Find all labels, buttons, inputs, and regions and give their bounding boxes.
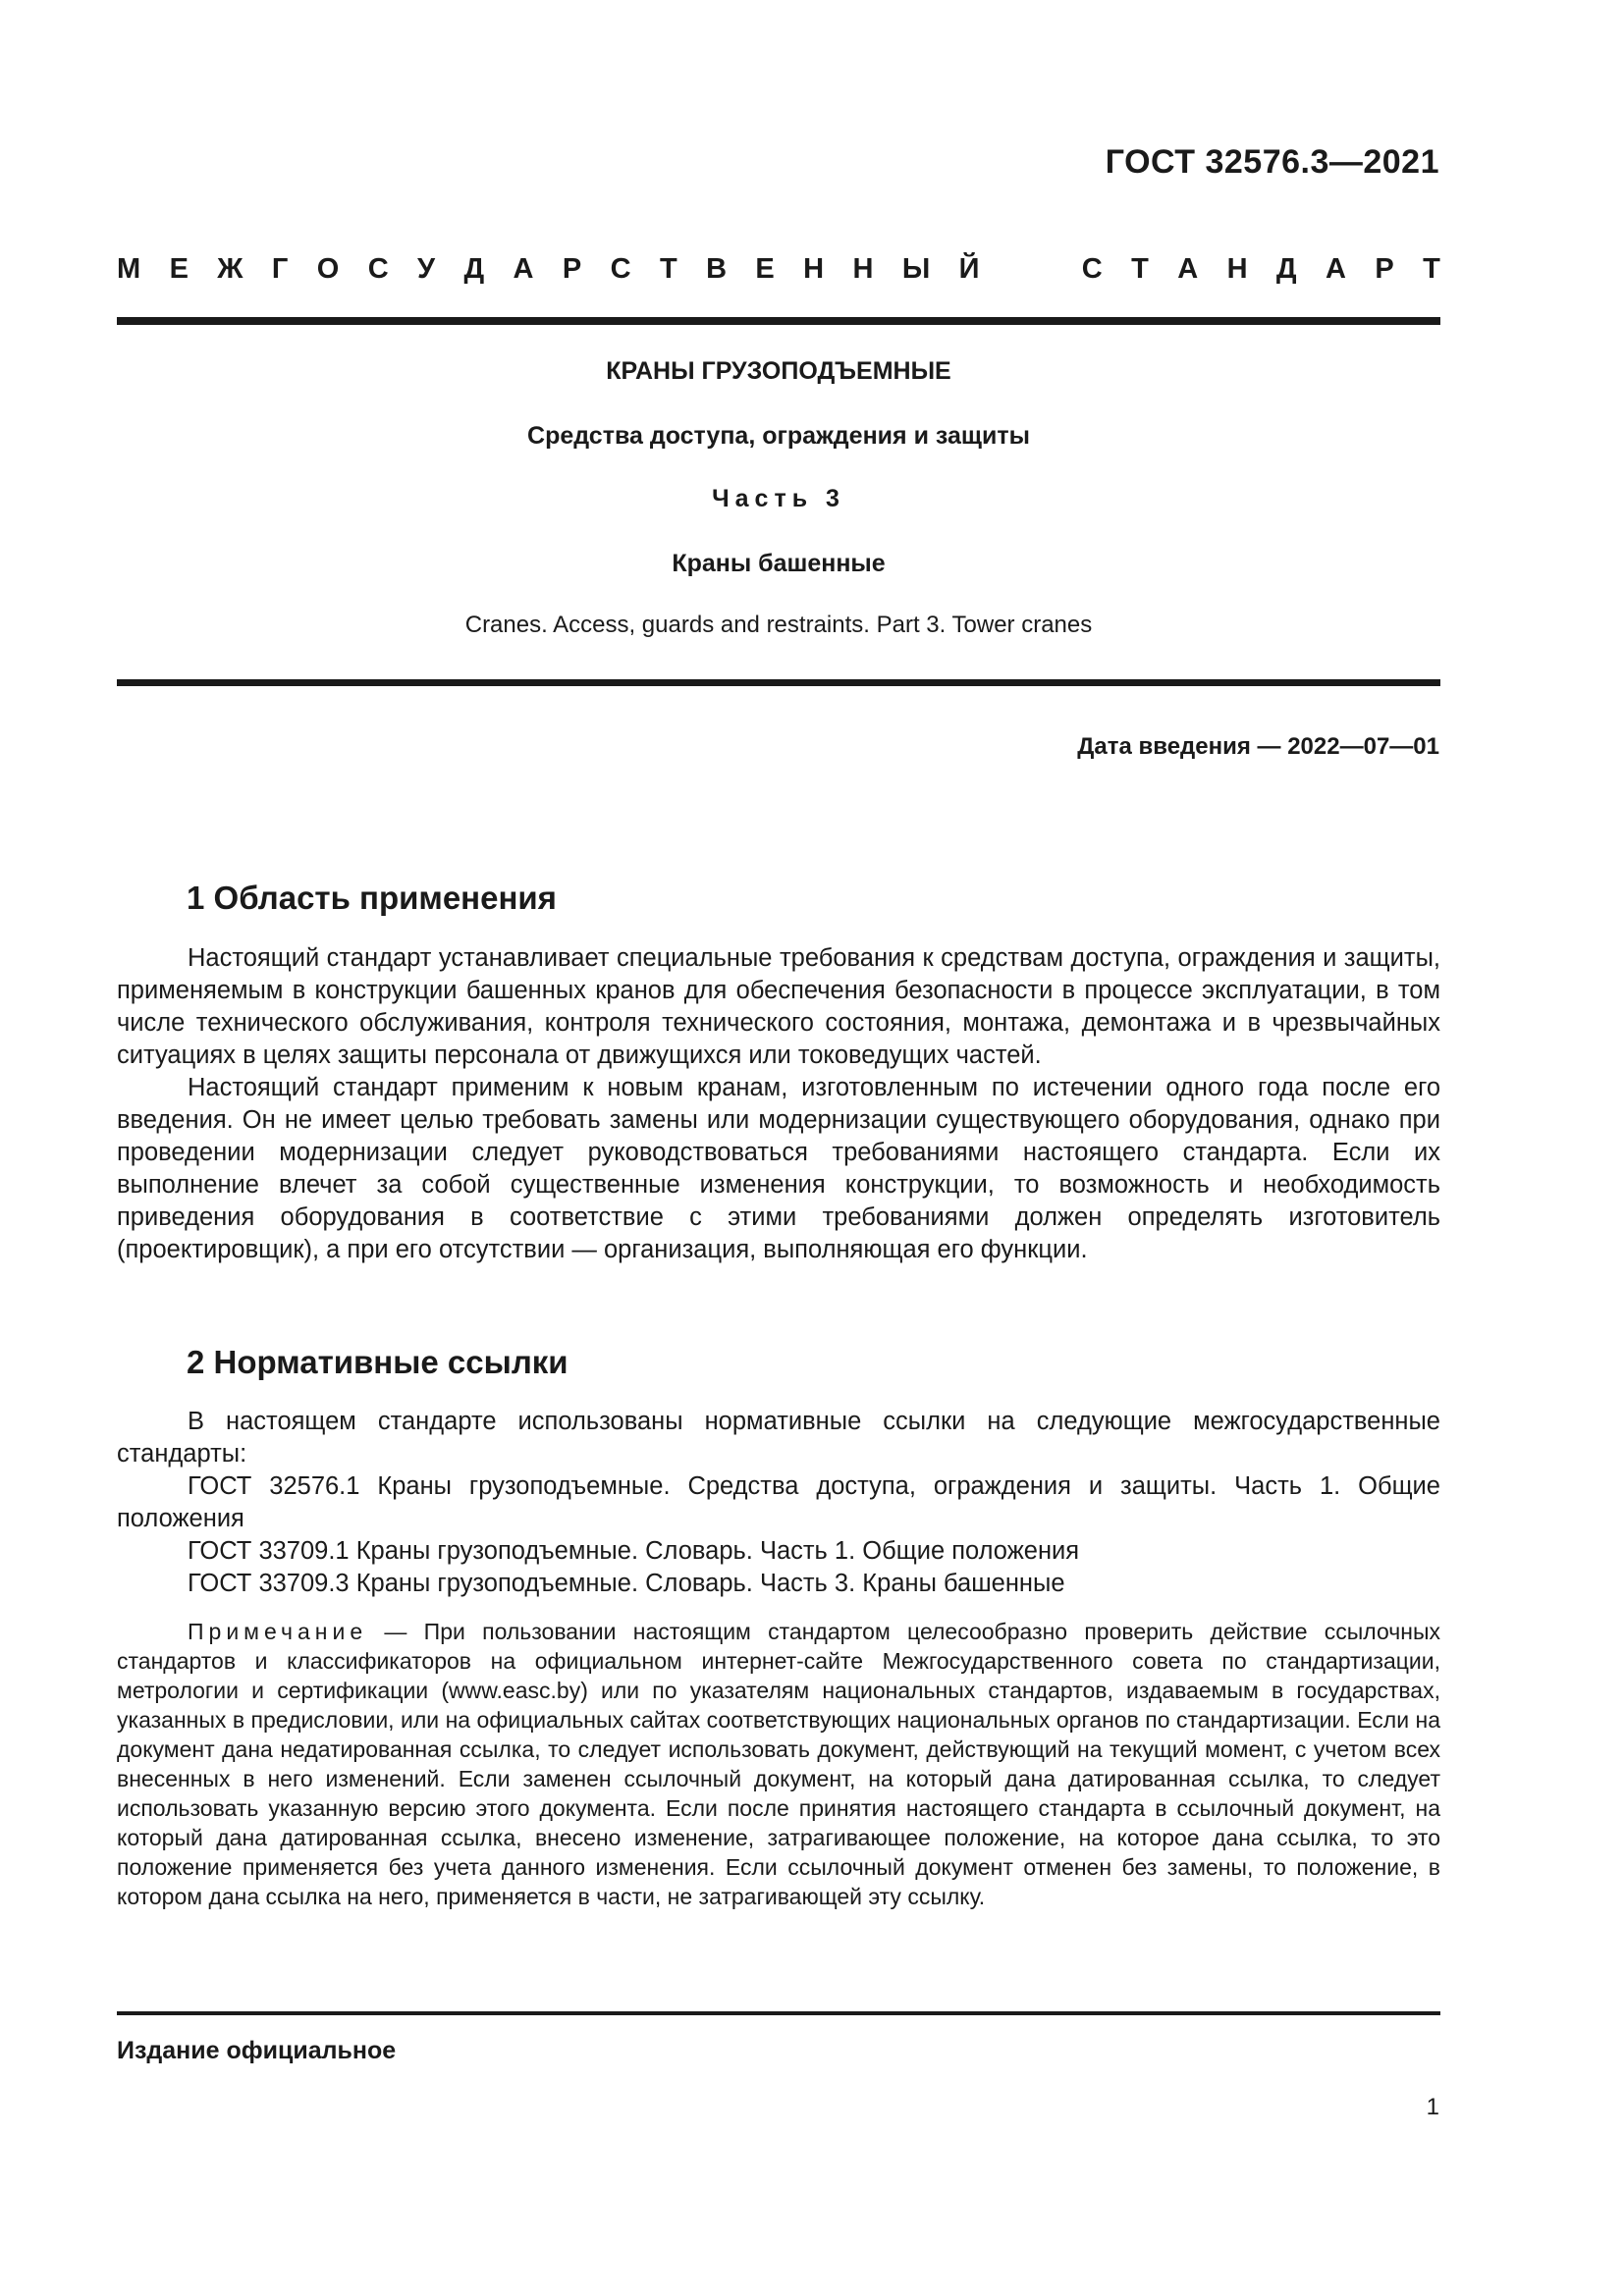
section-1-paragraph-1: Настоящий стандарт устанавливает специальные требования к средствам доступа, ограждения и защиты, применяемым в конструкции башенных кранов для обеспечения безопасности в процессе эксплуатации, в том числе технического обслуживания, контроля технического состояния, монтажа, демонтажа и в чрезвычайных ситуациях в целях защиты персонала от движущихся или токоведущих частей. [117,944,1440,1069]
interstate-letter: М [117,253,141,285]
interstate-letter: Й [958,253,980,285]
document-code: ГОСТ 32576.3—2021 [1105,143,1439,181]
reference-item: ГОСТ 33709.1 Краны грузоподъемные. Словарь. Часть 1. Общие положения [188,1537,1080,1565]
title-english: Cranes. Access, guards and restraints. Part 3. Tower cranes [464,612,1093,638]
title-part: Часть 3 [712,485,845,512]
interstate-letter: С [610,253,631,285]
interstate-letter: Д [1275,253,1297,285]
interstate-letter: В [706,253,728,285]
section-2-body [117,1406,1440,1600]
interstate-letter: Ж [217,253,244,285]
top-rule [117,317,1440,325]
title-main: КРАНЫ ГРУЗОПОДЪЕМНЫЕ [606,357,951,385]
interstate-letter: Д [463,253,485,285]
interstate-letter: Т [1131,253,1149,285]
interstate-letter: У [417,253,436,285]
interstate-letter: С [1081,253,1103,285]
section-1-heading: 1 Область применения [187,880,557,916]
section-1-body [117,942,1440,1266]
reference-item: ГОСТ 33709.3 Краны грузоподъемные. Словарь. Часть 3. Краны башенные [188,1570,1065,1597]
interstate-letter: Н [1226,253,1248,285]
interstate-letter: Н [803,253,825,285]
official-edition-label: Издание официальное [117,2037,397,2064]
interstate-letter: Р [562,253,582,285]
interstate-letter: Г [271,253,289,285]
interstate-letter: О [316,253,340,285]
section-2-heading: 2 Нормативные ссылки [187,1344,568,1380]
interstate-letter: Ы [901,253,931,285]
page-number: 1 [1426,2094,1439,2120]
reference-item: ГОСТ 32576.1 Краны грузоподъемные. Средства доступа, ограждения и защиты. Часть 1. Общие положения [117,1472,1440,1532]
interstate-standard-label [117,253,1440,286]
interstate-letter: С [367,253,389,285]
interstate-letter: Е [755,253,775,285]
interstate-letter: А [513,253,534,285]
interstate-letter: Н [852,253,874,285]
interstate-letter [1008,253,1016,286]
note-text: — При пользовании настоящим стандартом целесообразно проверить действие ссылочных стандартов и классификаторов на официальном интернет-сайте Межгосударственного совета по стандартизации, метрологии и сертификации (www.easc.by) или по указателям национальных стандартов, издаваемым в государствах, указанных в предисловии, или на официальных сайтах соответствующих национальных органов по стандартизации. Если на документ дана недатированная ссылка, то следует использовать документ, действующий на текущий момент, с учетом всех внесенных в него изменений. Если заменен ссылочный документ, на который дана датированная ссылка, то следует использовать указанную версию этого документа. Если после принятия настоящего стандарта в ссылочный документ, на который дана датированная ссылка, внесено изменение, затрагивающее положение, на которое дана ссылка, то это положение применяется без учета данного изменения. Если ссылочный документ отменен без замены, то положение, в котором дана ссылка на него, применяется в части, не затрагивающей эту ссылку. [117,1619,1440,1909]
reference-note [117,1617,1440,1911]
interstate-letter: А [1177,253,1199,285]
interstate-letter: Е [169,253,189,285]
interstate-letter: Т [1423,253,1440,285]
section-2-intro: В настоящем стандарте использованы нормативные ссылки на следующие межгосударственные стандарты: [117,1408,1440,1468]
interstate-letter: Т [659,253,677,285]
section-1-paragraph-2: Настоящий стандарт применим к новым кранам, изготовленным по истечении одного года после его введения. Он не имеет целью требовать замены или модернизации существующего оборудования, однако при проведении модернизации следует руководствоваться требованиями настоящего стандарта. Если их выполнение влечет за собой существенные изменения конструкции, то возможность и необходимость приведения оборудования в соответствие с этими требованиями должен определять изготовитель (проектировщик), а при его отсутствии — организация, выполняющая его функции. [117,1074,1440,1263]
footer-rule [117,2011,1440,2015]
interstate-letter: А [1325,253,1346,285]
title-secondary: Средства доступа, ограждения и защиты [527,422,1030,450]
title-rule [117,679,1440,686]
note-label: Примечание [188,1619,368,1644]
introduction-date: Дата введения — 2022—07—01 [1077,733,1439,760]
interstate-letter [1045,253,1053,286]
interstate-letter: Р [1375,253,1394,285]
title-subtitle: Краны башенные [672,550,886,577]
